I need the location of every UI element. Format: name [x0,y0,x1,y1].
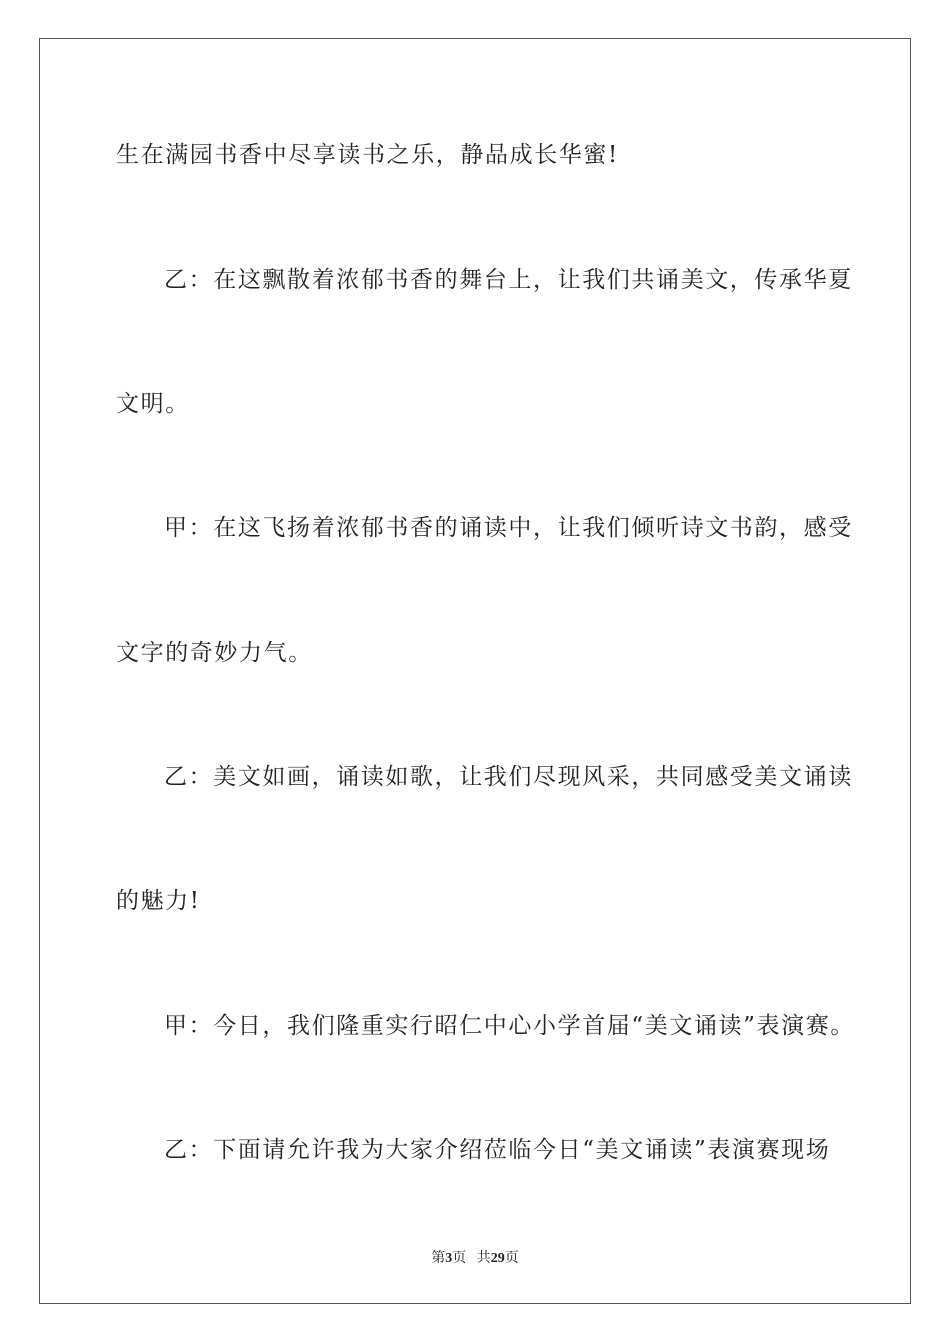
page-suffix: 页 [452,1251,467,1266]
text-line-8: 甲：今日，我们隆重实行昭仁中心小学首届“美文诵读”表演赛。 [164,1013,855,1039]
page-border [39,38,911,1304]
page-prefix: 第 [431,1251,446,1266]
total-pages: 29 [490,1251,505,1266]
page-footer [0,1247,950,1267]
text-line-1: 生在满园书香中尽享读书之乐，静品成长华蜜! [116,142,619,168]
text-line-3: 文明。 [116,391,190,417]
text-line-7: 的魅力! [116,888,201,914]
text-line-2: 乙：在这飘散着浓郁书香的舞台上，让我们共诵美文，传承华夏 [164,267,853,293]
total-prefix: 共 [476,1251,491,1266]
text-line-6: 乙：美文如画，诵读如歌，让我们尽现风采，共同感受美文诵读 [164,764,853,790]
text-line-4: 甲：在这飞扬着浓郁书香的诵读中，让我们倾听诗文书韵，感受 [164,515,853,541]
text-line-5: 文字的奇妙力气。 [116,640,313,666]
total-suffix: 页 [504,1251,519,1266]
page-number: 3 [445,1251,453,1266]
text-line-9: 乙：下面请允许我为大家介绍莅临今日“美文诵读”表演赛现场 [164,1137,831,1163]
